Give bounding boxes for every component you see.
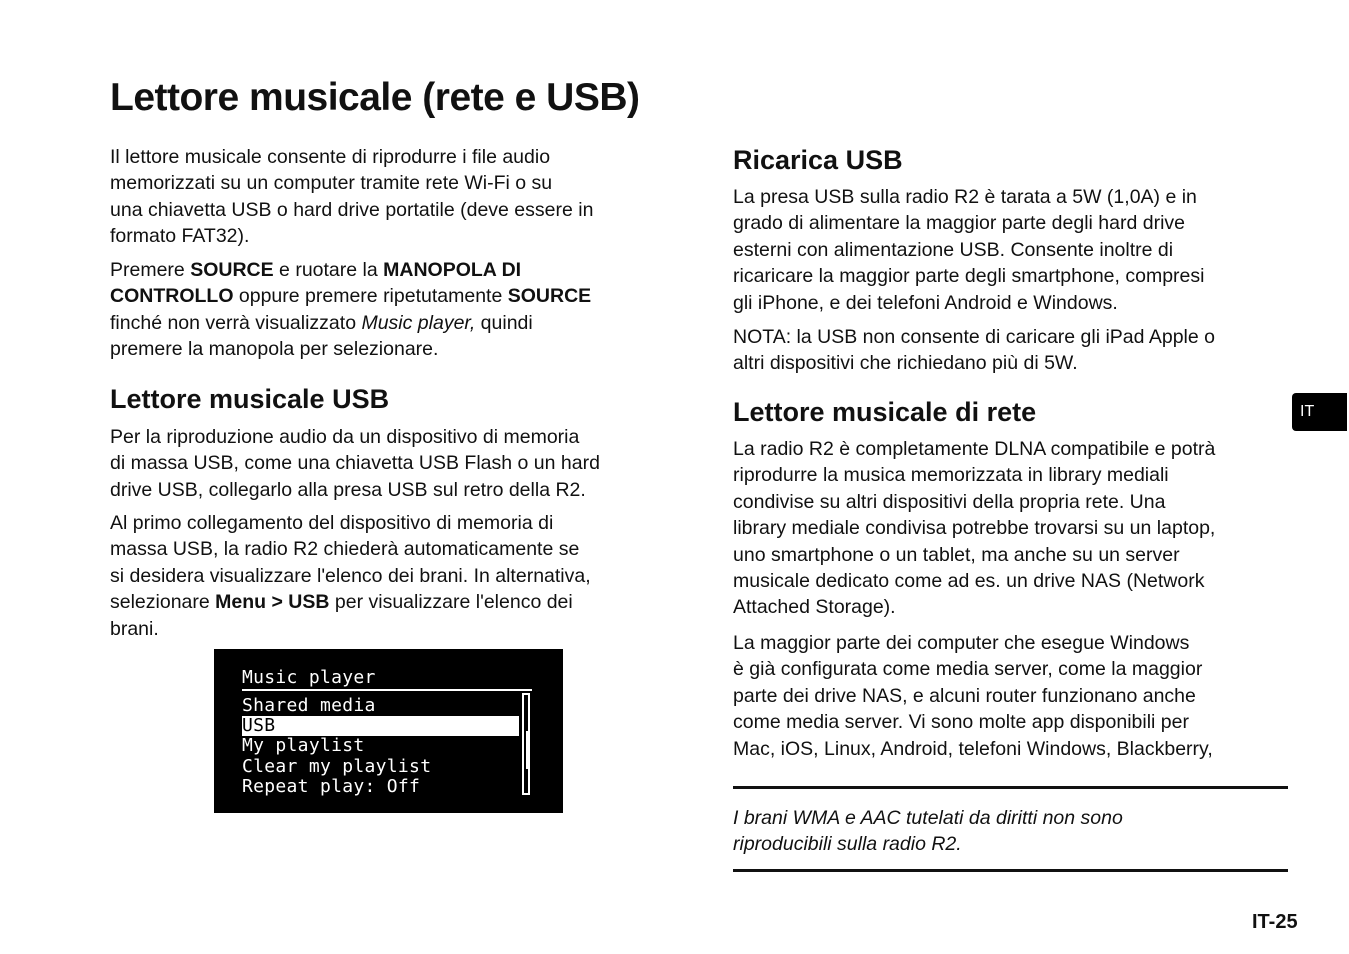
source-keyword-2: SOURCE xyxy=(507,285,592,308)
music-player-term: Music player, xyxy=(361,311,476,334)
usb-player-heading: Lettore musicale USB xyxy=(110,384,390,414)
source-instructions-paragraph: Premere SOURCE e ruotare la MANOPOLA DI CONTROLLO oppure premere ripetutamente SOURCE finché non verrà visualizzato Music player, quindi premere la manopola per selezionare. xyxy=(110,259,592,361)
network-dlna-paragraph: La radio R2 è completamente DLNA compatibile e potrà riprodurre la musica memorizzata in library mediali condivise su altri dispositivi della propria rete. Una library mediale condivisa potrebbe trovarsi su un laptop, uno smartphone o un tablet, ma anche su un server musicale dedicato come ad es. un drive NAS (Network Attached Storage). xyxy=(733,438,1216,619)
network-player-heading: Lettore musicale di rete xyxy=(733,397,1037,427)
usb-charging-heading: Ricarica USB xyxy=(733,145,903,175)
display-scrollbar-thumb xyxy=(526,731,528,769)
display-header-divider xyxy=(242,689,532,691)
source-keyword: SOURCE xyxy=(190,259,274,281)
menu-usb-keyword: Menu > USB xyxy=(215,591,330,614)
display-scrollbar xyxy=(522,693,530,795)
drm-note: I brani WMA e AAC tutelati da diritti non sono riproducibili sulla radio R2. xyxy=(733,807,1123,855)
network-media-server-paragraph: La maggior parte dei computer che esegue Windows è già configurata come media server, come la maggior parte dei drive NAS, e alcuni router funzionano anche come media server. Vi sono molte app disponibili per Mac, iOS, Linux, Android, telefoni Windows, Blackberry, xyxy=(733,632,1213,760)
usb-first-connection-paragraph: Al primo collegamento del dispositivo di memoria di massa USB, la radio R2 chiederà automaticamente se si desidera visualizzare l'elenco dei brani. In alternativa, selezionare Menu > USB per visualizzare l'elenco dei brani. xyxy=(110,512,591,640)
display-menu-item: Clear my playlist xyxy=(242,756,432,777)
control-knob-keyword: MANOPOLA DI xyxy=(383,259,522,281)
note-bottom-divider xyxy=(733,869,1288,872)
intro-paragraph: Il lettore musicale consente di riprodurre i file audio memorizzati su un computer tramite rete Wi-Fi o su una chiavetta USB o hard drive portatile (deve essere in formato FAT32). xyxy=(110,146,594,248)
display-menu-item: Repeat play: Off xyxy=(242,776,421,797)
usb-connect-paragraph: Per la riproduzione audio da un dispositivo di memoria di massa USB, come una chiavetta USB Flash o un hard drive USB, collegarlo alla presa USB sul retro della R2. xyxy=(110,426,600,501)
page-number: IT-25 xyxy=(1252,911,1298,933)
usb-charging-paragraph: La presa USB sulla radio R2 è tarata a 5W (1,0A) e in grado di alimentare la maggior parte degli hard drive esterni con alimentazione USB. Consente inoltre di ricaricare la maggior parte degli smartphone, compresi gli iPhone, e dei telefoni Android e Windows. xyxy=(733,186,1205,314)
note-top-divider xyxy=(733,786,1288,789)
display-menu-item: My playlist xyxy=(242,735,365,756)
page-title: Lettore musicale (rete e USB) xyxy=(110,76,640,119)
display-selection-highlight xyxy=(242,716,519,736)
control-keyword: CONTROLLO xyxy=(110,285,234,308)
usb-charging-note: NOTA: la USB non consente di caricare gli iPad Apple o altri dispositivi che richiedano più di 5W. xyxy=(733,326,1215,375)
language-tab-label: IT xyxy=(1300,403,1315,420)
language-tab xyxy=(1292,393,1347,431)
display-menu-item: Shared media xyxy=(242,695,376,716)
radio-display-screenshot xyxy=(214,649,563,813)
display-header: Music player xyxy=(242,667,376,688)
display-menu-item-selected: USB xyxy=(242,715,276,736)
